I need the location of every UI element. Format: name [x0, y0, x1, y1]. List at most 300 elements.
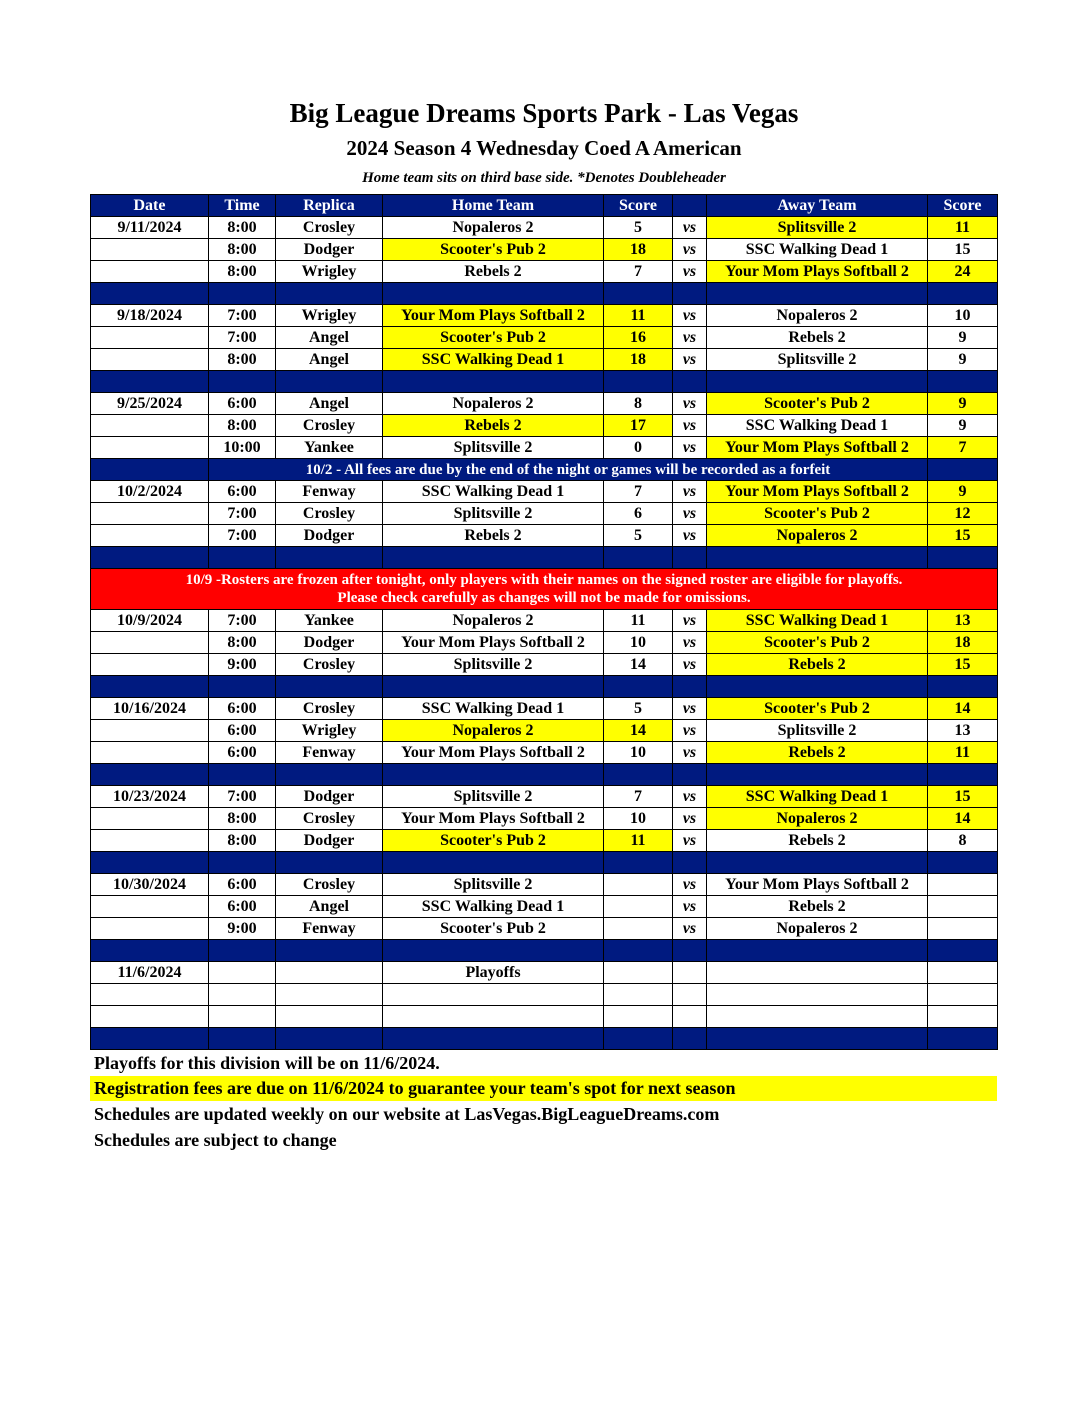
separator-cell: [276, 283, 383, 305]
game-row: [91, 610, 998, 632]
vs-cell: vs: [673, 261, 707, 283]
away-team-cell: Your Mom Plays Softball 2: [707, 261, 928, 283]
home-score-cell: 10: [604, 808, 673, 830]
replica-cell: Crosley: [276, 217, 383, 239]
time-cell: [209, 962, 276, 984]
vs-cell: vs: [673, 393, 707, 415]
home-team-cell: Your Mom Plays Softball 2: [383, 305, 604, 327]
fees-notice: 10/2 - All fees are due by the end of the night or games will be recorded as a forfeit: [209, 459, 928, 481]
replica-cell: Fenway: [276, 481, 383, 503]
separator-cell: [673, 764, 707, 786]
col-home-team: Home Team: [383, 195, 604, 217]
vs-cell: vs: [673, 896, 707, 918]
separator-cell: [604, 940, 673, 962]
away-team-cell: Nopaleros 2: [707, 808, 928, 830]
game-row: [91, 415, 998, 437]
replica-cell: Dodger: [276, 239, 383, 261]
time-cell: 8:00: [209, 830, 276, 852]
replica-cell: Wrigley: [276, 720, 383, 742]
separator-row: [91, 940, 998, 962]
home-team-cell: Scooter's Pub 2: [383, 830, 604, 852]
away-score-cell: 8: [928, 830, 998, 852]
home-score-cell: [604, 984, 673, 1006]
away-score-cell: [928, 1006, 998, 1028]
home-team-cell: Scooter's Pub 2: [383, 918, 604, 940]
home-score-cell: 7: [604, 786, 673, 808]
replica-cell: Crosley: [276, 698, 383, 720]
roster-alert-row: [91, 569, 998, 610]
separator-cell: [91, 371, 209, 393]
separator-cell: [383, 547, 604, 569]
home-team-note: Home team sits on third base side. *Denotes Doubleheader: [362, 170, 726, 186]
separator-row: [91, 764, 998, 786]
home-team-cell: Nopaleros 2: [383, 393, 604, 415]
home-team-cell: Playoffs: [383, 962, 604, 984]
separator-cell: [604, 371, 673, 393]
separator-cell: [928, 547, 998, 569]
home-score-cell: 5: [604, 525, 673, 547]
away-team-cell: Rebels 2: [707, 830, 928, 852]
away-team-cell: SSC Walking Dead 1: [707, 239, 928, 261]
time-cell: 7:00: [209, 525, 276, 547]
replica-cell: Fenway: [276, 742, 383, 764]
replica-cell: [276, 1006, 383, 1028]
time-cell: 6:00: [209, 698, 276, 720]
away-score-cell: 10: [928, 305, 998, 327]
game-row: [91, 632, 998, 654]
time-cell: 8:00: [209, 239, 276, 261]
time-cell: [209, 984, 276, 1006]
separator-cell: [91, 1028, 209, 1050]
away-score-cell: 15: [928, 525, 998, 547]
separator-row: [91, 547, 998, 569]
game-row: [91, 239, 998, 261]
date-cell: 10/16/2024: [91, 698, 209, 720]
away-team-cell: Splitsville 2: [707, 217, 928, 239]
replica-cell: Dodger: [276, 830, 383, 852]
footer-change: Schedules are subject to change: [94, 1130, 337, 1150]
separator-cell: [383, 852, 604, 874]
date-cell: [91, 415, 209, 437]
replica-cell: Wrigley: [276, 261, 383, 283]
vs-cell: vs: [673, 874, 707, 896]
away-team-cell: Nopaleros 2: [707, 918, 928, 940]
col-time: Time: [209, 195, 276, 217]
game-row: [91, 808, 998, 830]
home-team-cell: Your Mom Plays Softball 2: [383, 742, 604, 764]
separator-cell: [928, 1028, 998, 1050]
home-team-cell: Nopaleros 2: [383, 720, 604, 742]
vs-cell: [673, 1006, 707, 1028]
away-team-cell: [707, 1006, 928, 1028]
home-team-cell: Scooter's Pub 2: [383, 327, 604, 349]
date-cell: 9/25/2024: [91, 393, 209, 415]
home-score-cell: 7: [604, 481, 673, 503]
game-row: [91, 830, 998, 852]
separator-cell: [91, 676, 209, 698]
separator-cell: [707, 676, 928, 698]
date-cell: 9/11/2024: [91, 217, 209, 239]
away-score-cell: 15: [928, 654, 998, 676]
time-cell: 6:00: [209, 393, 276, 415]
away-score-cell: 14: [928, 808, 998, 830]
date-cell: [91, 525, 209, 547]
replica-cell: Wrigley: [276, 305, 383, 327]
separator-cell: [209, 371, 276, 393]
home-score-cell: 10: [604, 742, 673, 764]
separator-cell: [604, 547, 673, 569]
game-row: [91, 525, 998, 547]
game-row: [91, 874, 998, 896]
home-team-cell: Your Mom Plays Softball 2: [383, 632, 604, 654]
home-team-cell: [383, 1006, 604, 1028]
schedule-body: [91, 217, 998, 1050]
time-cell: 7:00: [209, 327, 276, 349]
away-score-cell: 11: [928, 742, 998, 764]
fees-notice-row: [91, 459, 998, 481]
separator-cell: [604, 1028, 673, 1050]
separator-cell: [276, 764, 383, 786]
replica-cell: Crosley: [276, 808, 383, 830]
separator-cell: [276, 1028, 383, 1050]
away-score-cell: 11: [928, 217, 998, 239]
separator-cell: [209, 283, 276, 305]
date-cell: 10/30/2024: [91, 874, 209, 896]
away-team-cell: SSC Walking Dead 1: [707, 786, 928, 808]
page-title: Big League Dreams Sports Park - Las Vegas: [289, 98, 799, 128]
time-cell: 8:00: [209, 808, 276, 830]
date-cell: [91, 632, 209, 654]
replica-cell: Yankee: [276, 610, 383, 632]
game-row: [91, 984, 998, 1006]
separator-cell: [383, 283, 604, 305]
away-team-cell: Scooter's Pub 2: [707, 393, 928, 415]
time-cell: 8:00: [209, 217, 276, 239]
replica-cell: Angel: [276, 327, 383, 349]
away-score-cell: [928, 918, 998, 940]
game-row: [91, 962, 998, 984]
away-score-cell: [928, 874, 998, 896]
replica-cell: Crosley: [276, 503, 383, 525]
time-cell: 7:00: [209, 610, 276, 632]
date-cell: [91, 918, 209, 940]
separator-cell: [928, 676, 998, 698]
date-cell: 10/23/2024: [91, 786, 209, 808]
separator-cell: [91, 764, 209, 786]
home-team-cell: Your Mom Plays Softball 2: [383, 808, 604, 830]
game-row: [91, 698, 998, 720]
away-team-cell: Your Mom Plays Softball 2: [707, 481, 928, 503]
away-score-cell: 14: [928, 698, 998, 720]
replica-cell: Angel: [276, 896, 383, 918]
separator-row: [91, 852, 998, 874]
time-cell: 6:00: [209, 742, 276, 764]
home-score-cell: [604, 874, 673, 896]
date-cell: [91, 742, 209, 764]
game-row: [91, 918, 998, 940]
game-row: [91, 503, 998, 525]
vs-cell: [673, 962, 707, 984]
date-cell: [91, 1006, 209, 1028]
away-team-cell: Scooter's Pub 2: [707, 503, 928, 525]
vs-cell: vs: [673, 305, 707, 327]
game-row: [91, 349, 998, 371]
away-score-cell: 15: [928, 239, 998, 261]
away-team-cell: Rebels 2: [707, 654, 928, 676]
time-cell: 7:00: [209, 305, 276, 327]
separator-cell: [383, 676, 604, 698]
home-score-cell: [604, 962, 673, 984]
time-cell: 8:00: [209, 415, 276, 437]
home-team-cell: SSC Walking Dead 1: [383, 698, 604, 720]
home-team-cell: SSC Walking Dead 1: [383, 896, 604, 918]
game-row: [91, 896, 998, 918]
game-row: [91, 742, 998, 764]
replica-cell: Crosley: [276, 654, 383, 676]
home-score-cell: 11: [604, 610, 673, 632]
date-cell: 10/2/2024: [91, 481, 209, 503]
away-score-cell: 13: [928, 720, 998, 742]
notice-spacer: [91, 459, 209, 481]
separator-cell: [276, 940, 383, 962]
away-score-cell: [928, 962, 998, 984]
date-cell: [91, 808, 209, 830]
vs-cell: vs: [673, 632, 707, 654]
away-score-cell: [928, 984, 998, 1006]
game-row: [91, 720, 998, 742]
separator-cell: [707, 764, 928, 786]
header-row: [91, 195, 998, 217]
vs-cell: vs: [673, 808, 707, 830]
away-score-cell: 15: [928, 786, 998, 808]
roster-alert: [91, 569, 998, 610]
separator-cell: [91, 547, 209, 569]
away-team-cell: Rebels 2: [707, 742, 928, 764]
home-score-cell: 16: [604, 327, 673, 349]
away-score-cell: 13: [928, 610, 998, 632]
home-score-cell: 7: [604, 261, 673, 283]
roster-alert-line: 10/9 -Rosters are frozen after tonight, only players with their names on the signed roster are eligible for playoffs.: [185, 572, 903, 588]
separator-row: [91, 676, 998, 698]
vs-cell: vs: [673, 437, 707, 459]
away-team-cell: Scooter's Pub 2: [707, 632, 928, 654]
time-cell: 7:00: [209, 786, 276, 808]
date-cell: 10/9/2024: [91, 610, 209, 632]
home-team-cell: Splitsville 2: [383, 874, 604, 896]
vs-cell: vs: [673, 918, 707, 940]
separator-row: [91, 283, 998, 305]
time-cell: 6:00: [209, 874, 276, 896]
game-row: [91, 217, 998, 239]
home-score-cell: 6: [604, 503, 673, 525]
date-cell: [91, 239, 209, 261]
home-score-cell: 11: [604, 830, 673, 852]
vs-cell: vs: [673, 742, 707, 764]
away-team-cell: [707, 984, 928, 1006]
separator-cell: [707, 940, 928, 962]
separator-cell: [928, 764, 998, 786]
away-score-cell: 9: [928, 327, 998, 349]
away-score-cell: 9: [928, 393, 998, 415]
away-score-cell: 7: [928, 437, 998, 459]
home-team-cell: Splitsville 2: [383, 654, 604, 676]
vs-cell: [673, 984, 707, 1006]
home-team-cell: Splitsville 2: [383, 503, 604, 525]
home-team-cell: [383, 984, 604, 1006]
vs-cell: vs: [673, 654, 707, 676]
home-team-cell: Rebels 2: [383, 261, 604, 283]
time-cell: 6:00: [209, 720, 276, 742]
separator-row: [91, 371, 998, 393]
home-score-cell: 5: [604, 698, 673, 720]
away-team-cell: SSC Walking Dead 1: [707, 415, 928, 437]
away-score-cell: 12: [928, 503, 998, 525]
date-cell: [91, 327, 209, 349]
footer-registration: Registration fees are due on 11/6/2024 to guarantee your team's spot for next season: [90, 1076, 997, 1101]
vs-cell: vs: [673, 830, 707, 852]
separator-cell: [209, 547, 276, 569]
away-team-cell: Splitsville 2: [707, 349, 928, 371]
time-cell: 8:00: [209, 349, 276, 371]
date-cell: [91, 503, 209, 525]
separator-cell: [928, 371, 998, 393]
game-row: [91, 393, 998, 415]
vs-cell: vs: [673, 610, 707, 632]
date-cell: [91, 896, 209, 918]
separator-cell: [673, 371, 707, 393]
separator-cell: [383, 940, 604, 962]
date-cell: [91, 261, 209, 283]
separator-cell: [673, 940, 707, 962]
separator-cell: [276, 676, 383, 698]
separator-cell: [383, 764, 604, 786]
separator-cell: [91, 852, 209, 874]
away-team-cell: Nopaleros 2: [707, 305, 928, 327]
replica-cell: Crosley: [276, 874, 383, 896]
vs-cell: vs: [673, 720, 707, 742]
separator-cell: [604, 283, 673, 305]
home-score-cell: 14: [604, 720, 673, 742]
home-team-cell: Rebels 2: [383, 415, 604, 437]
separator-cell: [928, 940, 998, 962]
separator-cell: [91, 940, 209, 962]
home-score-cell: 0: [604, 437, 673, 459]
vs-cell: vs: [673, 481, 707, 503]
home-score-cell: 5: [604, 217, 673, 239]
date-cell: [91, 654, 209, 676]
vs-cell: vs: [673, 503, 707, 525]
home-team-cell: SSC Walking Dead 1: [383, 349, 604, 371]
away-team-cell: Scooter's Pub 2: [707, 698, 928, 720]
col-vs: [673, 195, 707, 217]
away-team-cell: Nopaleros 2: [707, 525, 928, 547]
home-team-cell: Splitsville 2: [383, 786, 604, 808]
separator-cell: [383, 1028, 604, 1050]
separator-cell: [209, 676, 276, 698]
date-cell: [91, 984, 209, 1006]
replica-cell: Dodger: [276, 786, 383, 808]
separator-cell: [604, 676, 673, 698]
roster-alert-line: Please check carefully as changes will not be made for omissions.: [337, 590, 751, 606]
time-cell: 9:00: [209, 918, 276, 940]
col-home-score: Score: [604, 195, 673, 217]
col-replica: Replica: [276, 195, 383, 217]
away-team-cell: Your Mom Plays Softball 2: [707, 437, 928, 459]
home-score-cell: 8: [604, 393, 673, 415]
notice-spacer: [928, 459, 998, 481]
game-row: [91, 261, 998, 283]
col-date: Date: [91, 195, 209, 217]
away-team-cell: Your Mom Plays Softball 2: [707, 874, 928, 896]
time-cell: 6:00: [209, 481, 276, 503]
away-team-cell: [707, 962, 928, 984]
separator-cell: [604, 852, 673, 874]
home-score-cell: 10: [604, 632, 673, 654]
away-team-cell: SSC Walking Dead 1: [707, 610, 928, 632]
page-subtitle: 2024 Season 4 Wednesday Coed A American: [346, 136, 742, 160]
home-team-cell: Rebels 2: [383, 525, 604, 547]
vs-cell: vs: [673, 415, 707, 437]
time-cell: 8:00: [209, 261, 276, 283]
separator-cell: [209, 940, 276, 962]
footer-playoffs: Playoffs for this division will be on 11/6/2024.: [94, 1053, 440, 1073]
home-team-cell: Scooter's Pub 2: [383, 239, 604, 261]
vs-cell: vs: [673, 786, 707, 808]
vs-cell: vs: [673, 327, 707, 349]
date-cell: [91, 830, 209, 852]
game-row: [91, 305, 998, 327]
separator-cell: [928, 283, 998, 305]
time-cell: 6:00: [209, 896, 276, 918]
separator-cell: [91, 283, 209, 305]
date-cell: 9/18/2024: [91, 305, 209, 327]
vs-cell: vs: [673, 698, 707, 720]
separator-cell: [209, 1028, 276, 1050]
game-row: [91, 1006, 998, 1028]
separator-cell: [209, 764, 276, 786]
replica-cell: Yankee: [276, 437, 383, 459]
away-score-cell: 9: [928, 415, 998, 437]
separator-cell: [276, 371, 383, 393]
separator-cell: [707, 371, 928, 393]
replica-cell: Crosley: [276, 415, 383, 437]
game-row: [91, 786, 998, 808]
separator-cell: [673, 283, 707, 305]
home-team-cell: Nopaleros 2: [383, 610, 604, 632]
home-score-cell: 18: [604, 349, 673, 371]
away-score-cell: 9: [928, 481, 998, 503]
separator-cell: [707, 547, 928, 569]
separator-cell: [928, 852, 998, 874]
replica-cell: [276, 984, 383, 1006]
vs-cell: vs: [673, 239, 707, 261]
separator-cell: [673, 1028, 707, 1050]
separator-cell: [276, 547, 383, 569]
game-row: [91, 481, 998, 503]
separator-cell: [707, 283, 928, 305]
replica-cell: Angel: [276, 349, 383, 371]
separator-cell: [209, 852, 276, 874]
away-score-cell: [928, 896, 998, 918]
separator-cell: [604, 764, 673, 786]
away-team-cell: Rebels 2: [707, 896, 928, 918]
home-score-cell: [604, 918, 673, 940]
col-away-score: Score: [928, 195, 998, 217]
game-row: [91, 654, 998, 676]
date-cell: [91, 720, 209, 742]
replica-cell: [276, 962, 383, 984]
home-score-cell: [604, 1006, 673, 1028]
